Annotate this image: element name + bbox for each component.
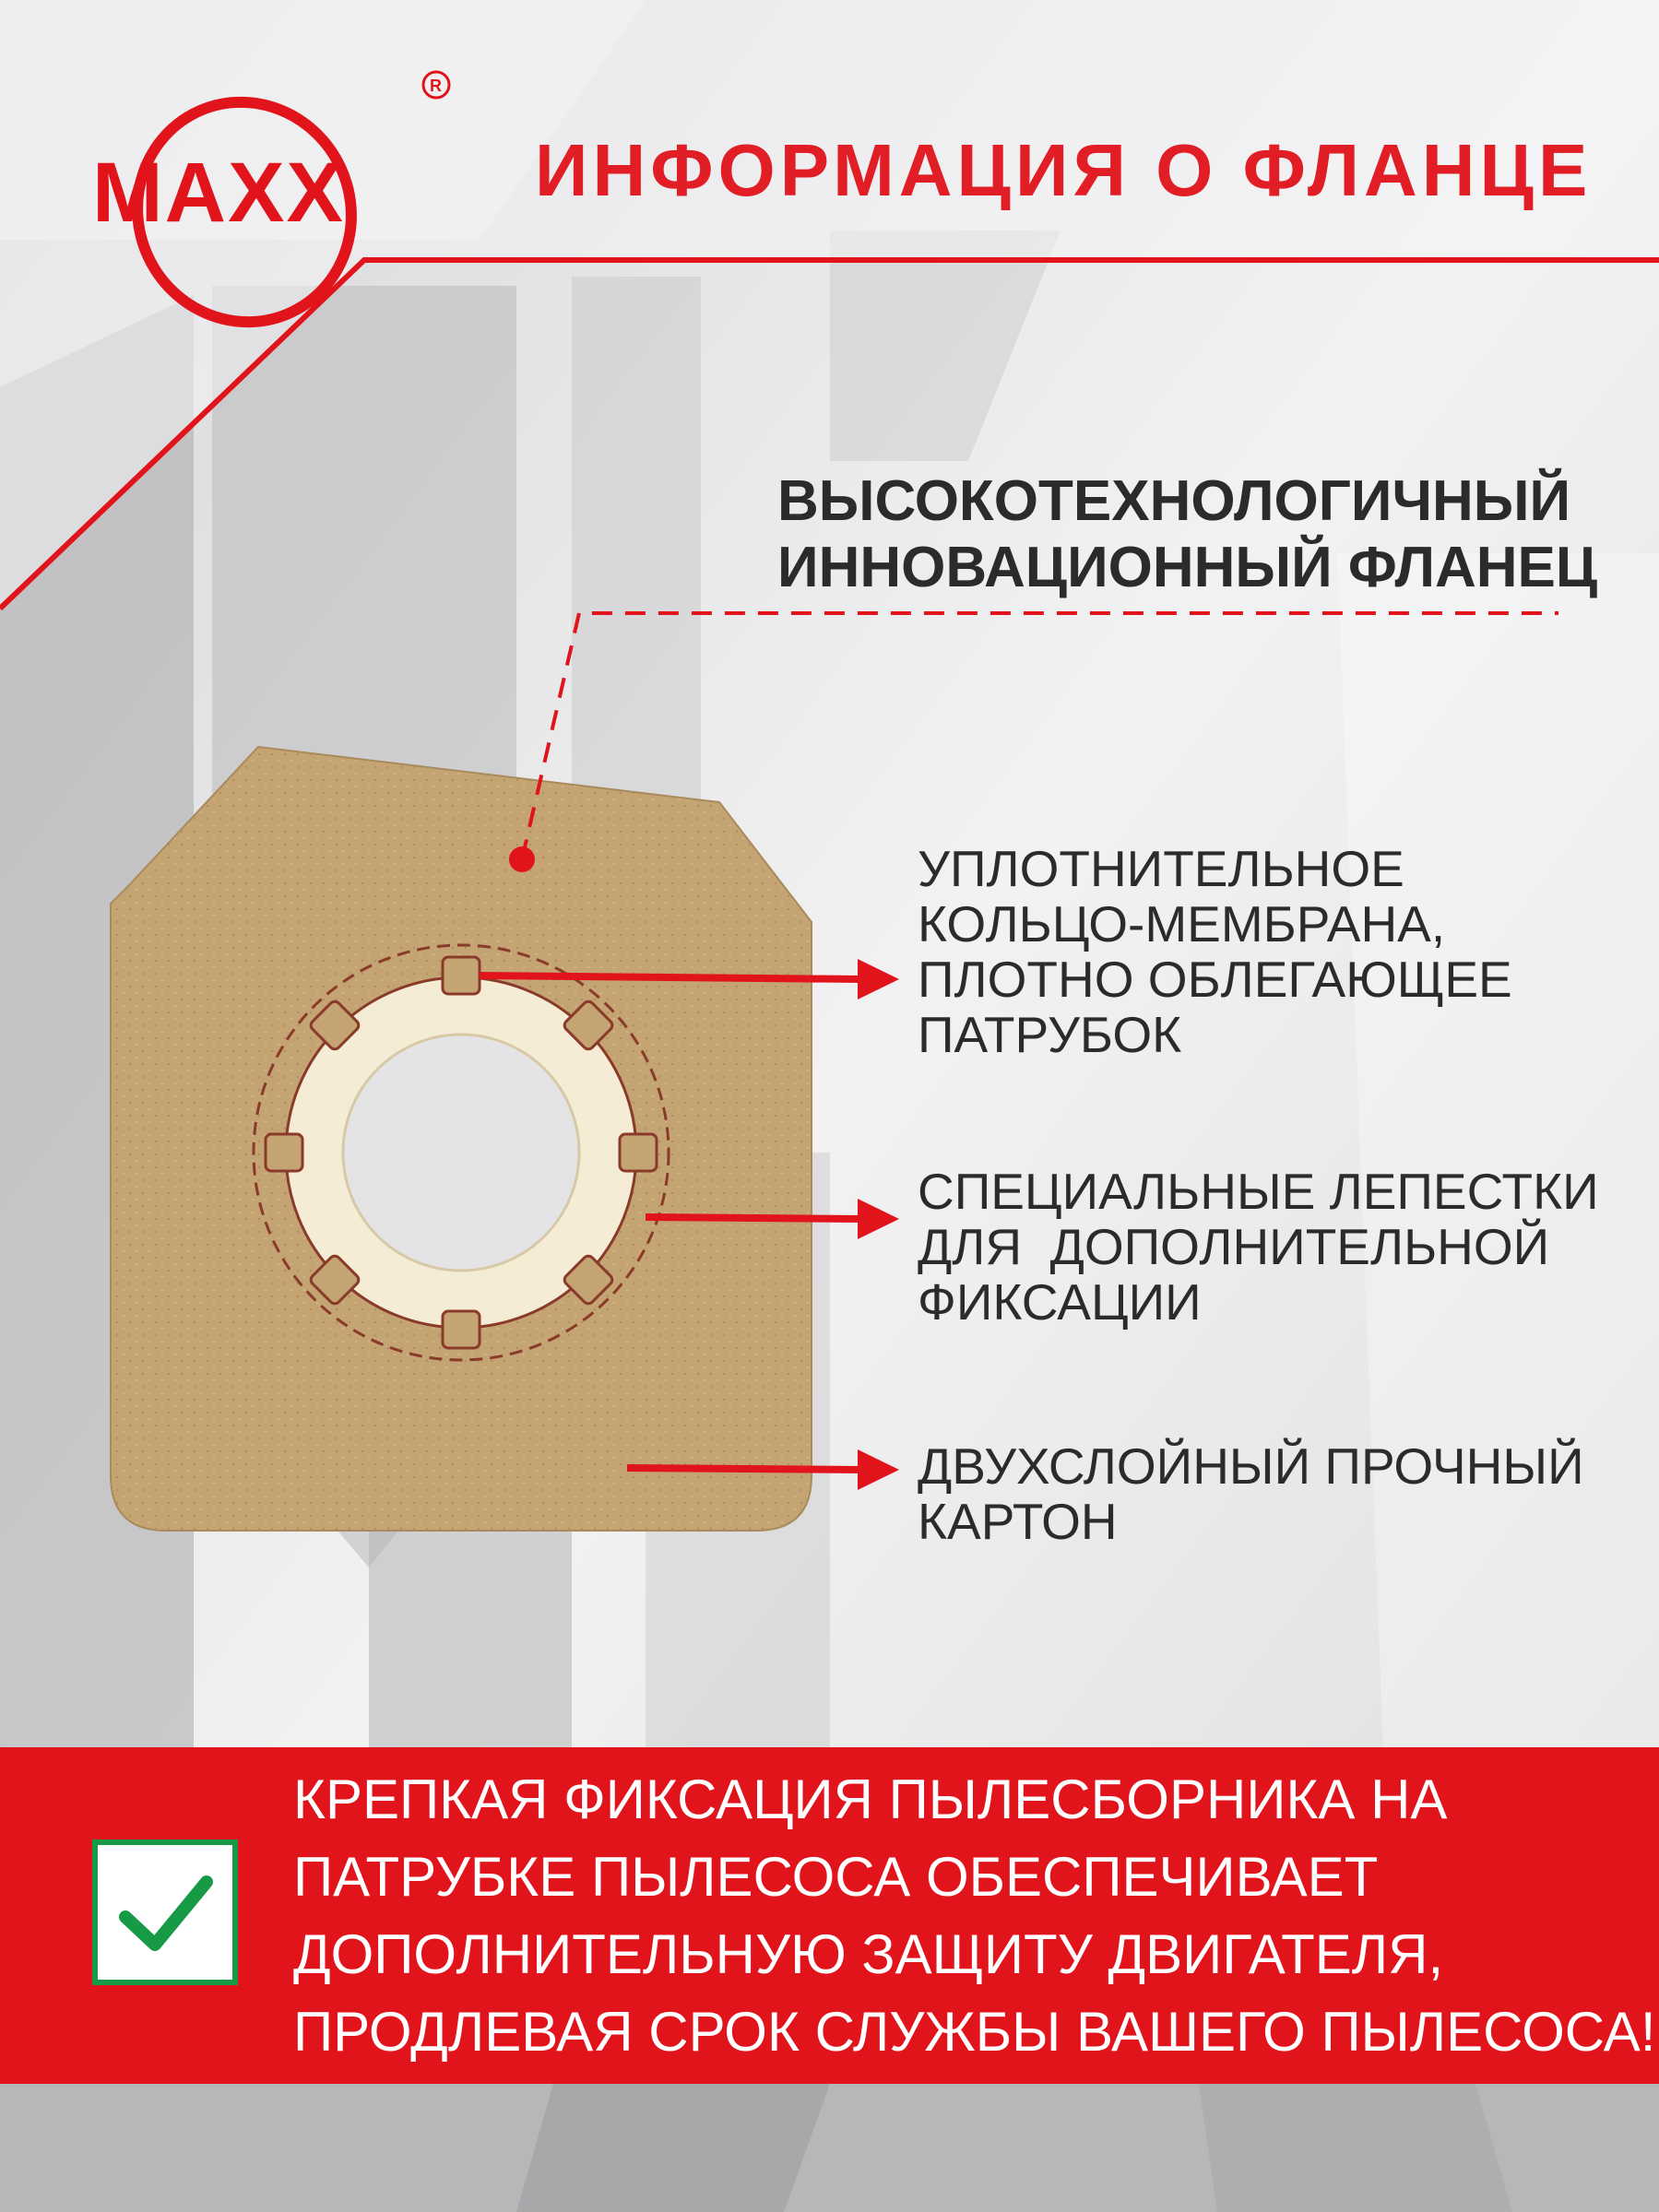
- callout-line: КОЛЬЦО-МЕМБРАНА,: [918, 895, 1446, 952]
- svg-text:MAXX: MAXX: [92, 146, 345, 240]
- callout-sealing-ring: [918, 841, 1512, 1062]
- callout-line: ФИКСАЦИИ: [918, 1273, 1202, 1331]
- banner-text: [293, 1761, 1656, 2071]
- callout-line: ДЛЯ ДОПОЛНИТЕЛЬНОЙ: [918, 1218, 1550, 1275]
- page-title: ИНФОРМАЦИЯ О ФЛАНЦЕ: [535, 129, 1593, 211]
- callout-petals: [918, 1164, 1599, 1330]
- callout-line: ПАТРУБОК: [918, 1006, 1182, 1063]
- callout-line: СПЕЦИАЛЬНЫЕ ЛЕПЕСТКИ: [918, 1163, 1599, 1220]
- maxx-logo: [88, 65, 456, 332]
- flange-illustration: [101, 738, 839, 1549]
- callout-cardboard: [918, 1438, 1584, 1549]
- callout-line: КАРТОН: [918, 1493, 1118, 1550]
- callout-line: ДВУХСЛОЙНЫЙ ПРОЧНЫЙ: [918, 1437, 1584, 1495]
- banner-line: ДОПОЛНИТЕЛЬНУЮ ЗАЩИТУ ДВИГАТЕЛЯ,: [293, 1923, 1444, 1985]
- subtitle-line: ВЫСОКОТЕХНОЛОГИЧНЫЙ: [777, 469, 1571, 533]
- callout-line: УПЛОТНИТЕЛЬНОЕ: [918, 840, 1404, 897]
- callout-line: ПЛОТНО ОБЛЕГАЮЩЕЕ: [918, 951, 1512, 1008]
- banner-line: ПРОДЛЕВАЯ СРОК СЛУЖБЫ ВАШЕГО ПЫЛЕСОСА!: [293, 2001, 1656, 2063]
- svg-text:R: R: [430, 77, 442, 95]
- subtitle-line: ИННОВАЦИОННЫЙ ФЛАНЕЦ: [777, 536, 1598, 599]
- flange-subtitle: [777, 468, 1597, 601]
- banner-line: ПАТРУБКЕ ПЫЛЕСОСА ОБЕСПЕЧИВАЕТ: [293, 1846, 1379, 1908]
- banner-line: КРЕПКАЯ ФИКСАЦИЯ ПЫЛЕСБОРНИКА НА: [293, 1768, 1448, 1830]
- checkmark-icon: [92, 1839, 238, 1985]
